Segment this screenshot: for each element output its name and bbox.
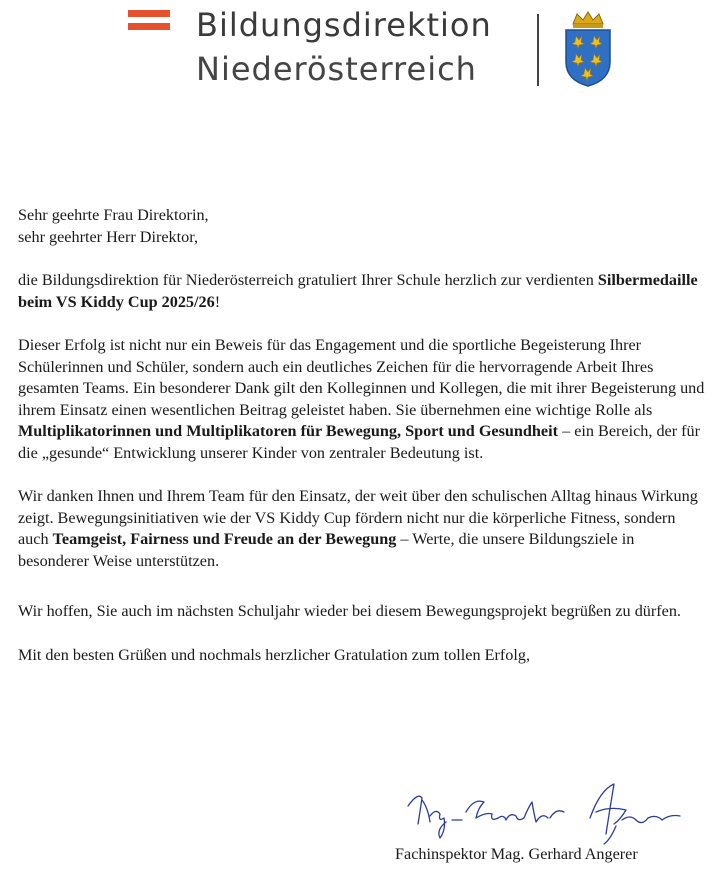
closing-line: Mit den besten Grüßen und nochmals herzlicher Gratulation zum tollen Erfolg, [18,645,531,664]
org-name-line1: Bildungsdirektion [196,6,492,44]
flag-stripe-bottom [128,23,170,30]
paragraph-success [18,335,708,464]
p1-text-b: ! [214,292,221,311]
austrian-flag-icon [128,10,170,36]
p3-text-a: Wir danken Ihnen und Ihrem Team für den Einsatz, der weit über den schulischen Alltag hinaus Wirkung zeigt. Bewegungsinitiativen wie der VS Kiddy Cup fördern nicht nur die körperliche Fitness, sondern auch [18,487,698,548]
p1-bold: Silbermedaille beim VS Kiddy Cup 2025/26 [18,271,698,311]
letter-body [18,205,708,666]
lower-austria-coat-of-arms-icon [563,10,613,88]
p1-text-a: die Bildungsdirektion für Niederösterreich gratuliert Ihrer Schule herzlich zur verdienten [18,271,598,289]
p3-text-b: – Werte, die unsere Bildungsziele in besonderer Weise unterstützen. [18,530,635,570]
paragraph-congratulation [18,270,708,313]
header-divider [537,14,539,86]
flag-stripe-top [128,10,170,17]
org-name-line2: Niederösterreich [196,50,477,88]
p2-bold: Multiplikatorinnen und Multiplikatoren für Bewegung, Sport und Gesundheit [18,422,559,440]
signer-name: Fachinspektor Mag. Gerhard Angerer [395,845,638,863]
p2-text-b: – ein Bereich, der für die „gesunde“ Entwicklung unserer Kinder von zentraler Bedeutung ist. [18,422,701,462]
salutation-line2: sehr geehrter Herr Direktor, [18,227,199,246]
paragraph-thanks [18,486,708,572]
p2-text-a: Dieser Erfolg ist nicht nur ein Beweis für das Engagement und die sportliche Begeisterung Ihrer Schülerinnen und Schüler, sondern auch ein deutliches Zeichen für die hervorragende Arbeit Ihres gesamten Teams. Ein besonderer Dank gilt den Kolleginnen und Kollegen, die mit ihrer Begeisterung und ihrem Einsatz einen wesentlichen Beitrag geleistet haben. Sie übernehmen eine wichtige Rolle als [18,336,705,419]
p3-bold: Teamgeist, Fairness und Freude an der Bewegung [52,530,397,548]
letterhead [0,0,723,100]
salutation-line1: Sehr geehrte Frau Direktorin, [18,206,209,224]
handwritten-signature-icon [400,778,700,848]
paragraph-hope: Wir hoffen, Sie auch im nächsten Schuljahr wieder bei diesem Bewegungsprojekt begrüßen zu dürfen. [18,602,681,620]
